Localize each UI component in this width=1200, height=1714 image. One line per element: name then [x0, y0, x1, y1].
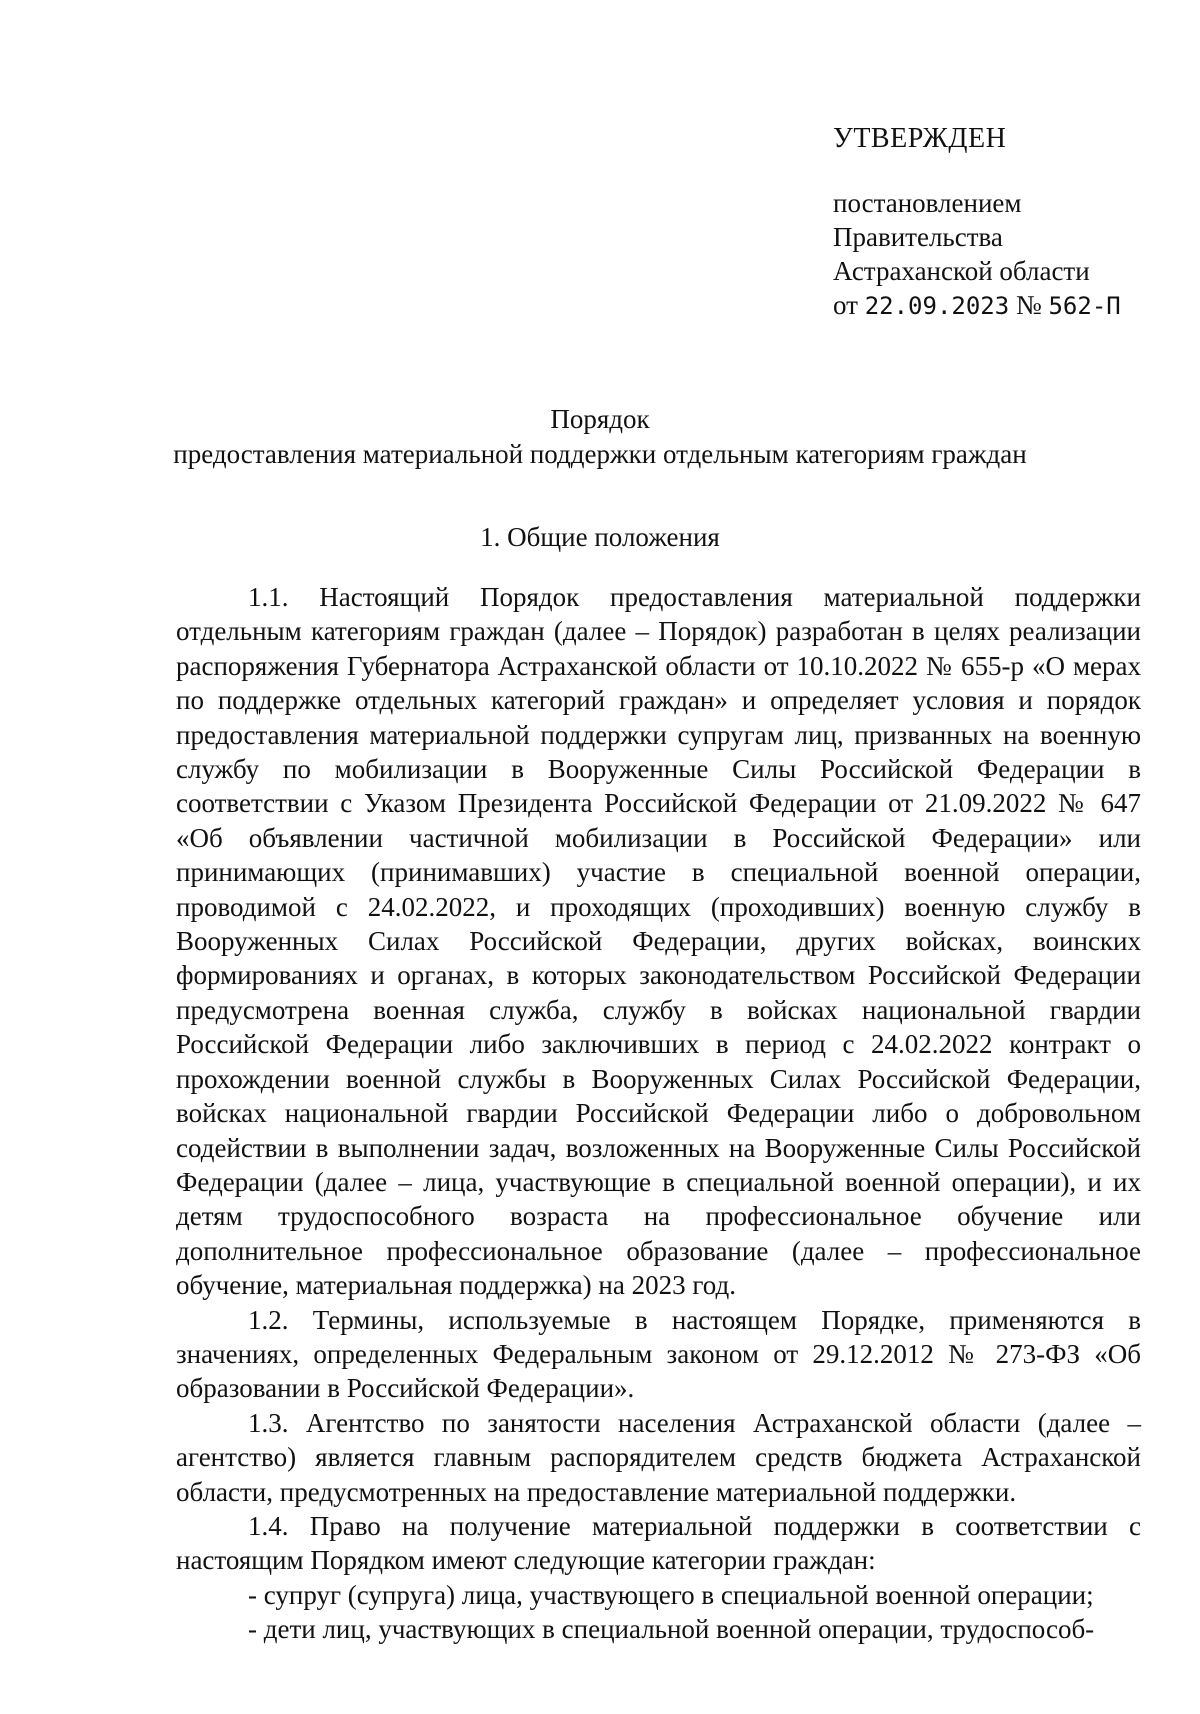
approval-date-line: [833, 288, 1163, 323]
approval-date: 22.09.2023: [864, 292, 1010, 320]
paragraph-1-3: 1.3. Агентство по занятости населения Астраханской области (далее – агентство) является главным распорядителем средств бюджета Астраханской области, предусмотренных на предоставление материальной поддержки.: [176, 1407, 1141, 1507]
paragraph-1-4: 1.4. Право на получение материальной поддержки в соответствии с настоящим Порядком имеют следующие категории граждан:: [176, 1510, 1141, 1576]
date-prefix: от: [833, 290, 858, 320]
list-item-children: - дети лиц, участвующих в специальной военной операции, трудоспособ-: [248, 1614, 1095, 1645]
document-title: Порядок: [550, 404, 650, 434]
approval-line-1: постановлением: [833, 188, 1022, 218]
document-body: [176, 580, 1141, 1647]
number-prefix: №: [1015, 290, 1042, 320]
list-item-spouse: - супруг (супруга) лица, участвующего в специальной военной операции;: [248, 1579, 1094, 1610]
paragraph-1-2: 1.2. Термины, используемые в настоящем Порядке, применяются в значениях, определенных Федеральным законом от 29.12.2012 № 273-ФЗ «Об образовании в Российской Федерации».: [176, 1304, 1141, 1404]
approval-number: 562-П: [1048, 292, 1121, 320]
approval-line-2: Правительства: [833, 222, 1003, 252]
paragraph-1-1: 1.1. Настоящий Порядок предоставления материальной поддержки отдельным категориям граждан (далее – Порядок) разработан в целях реализации распоряжения Губернатора Астраханской области от 10.10.2022 № 655-р «О мерах по поддержке отдельных категорий граждан» и определяет условия и порядок предоставления материальной поддержки супругам лиц, призванных на военную службу по мобилизации в Вооруженные Силы Российской Федерации в соответствии с Указом Президента Российской Федерации от 21.09.2022 № 647 «Об объявлении частичной мобилизации в Российской Федерации» или принимающих (принимавших) участие в специальной военной операции, проводимой с 24.02.2022, и проходящих (проходивших) военную службу в Вооруженных Силах Российской Федерации, других войсках, воинских формированиях и органах, в которых законодательством Российской Федерации предусмотрена военная служба, службу в войсках национальной гвардии Российской Федерации либо заключивших в период с 24.02.2022 контракт о прохождении военной службы в Вооруженных Силах Российской Федерации, войсках национальной гвардии Российской Федерации либо о добровольном содействии в выполнении задач, возложенных на Вооруженные Силы Российской Федерации (далее – лица, участвующие в специальной военной операции), и их детям трудоспособного возраста на профессиональное обучение или дополнительное профессиональное образование (далее – профессиональное обучение, материальная поддержка) на 2023 год.: [176, 582, 1141, 1301]
section-heading: 1. Общие положения: [480, 522, 720, 552]
approved-label: УТВЕРЖДЕН: [833, 123, 1007, 154]
document-subtitle: предоставления материальной поддержки отдельным категориям граждан: [173, 439, 1027, 469]
approval-block: [833, 122, 1163, 323]
approval-line-3: Астраханской области: [833, 256, 1090, 286]
